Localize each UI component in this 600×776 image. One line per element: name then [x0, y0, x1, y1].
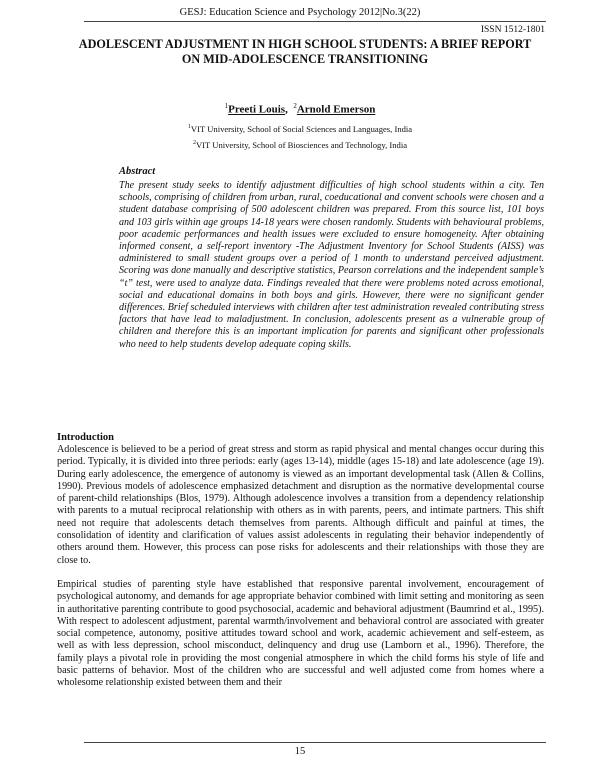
author-marker: 2 — [293, 102, 297, 110]
abstract-heading: Abstract — [119, 166, 156, 177]
introduction-heading: Introduction — [57, 432, 114, 443]
issn-label: ISSN 1512-1801 — [480, 25, 545, 35]
author-separator: , — [285, 103, 291, 116]
abstract-section — [119, 166, 544, 351]
body-paragraph: Empirical studies of parenting style have established that responsive parental involvement, encouragement of psychological autonomy, and demands for age appropriate behavior combined with limit setting and monitoring as seen in authoritative parenting contribute to good psychosocial, academic and behavioral adjustment (Baumrind et al., 1995). With respect to adolescent adjustment, parental warmth/involvement and behavioral control are associated with greater social competence, autonomy, positive attitudes toward school and work, academic achievement and self-esteem, as well as with less depression, school misconduct, delinquency and drug use (Lamborn et al., 1996). Therefore, the family plays a pivotal role in providing the most congenial atmosphere in which the child forms his style of life and basic patterns of behavior. Most of the children who are successful and well adjusted come from homes where a wholesome relationship existed between them and their — [57, 578, 544, 689]
affiliation-text: VIT University, School of Social Sciences and Languages, India — [190, 124, 413, 134]
affiliation-marker: 1 — [187, 124, 191, 131]
affiliation-text: VIT University, School of Biosciences and Technology, India — [195, 140, 408, 150]
author-marker: 1 — [224, 102, 229, 110]
affiliation — [0, 124, 600, 134]
running-header: GESJ: Education Science and Psychology 2012|No.3(22) — [179, 7, 421, 18]
author-name[interactable]: Preeti Louis — [228, 103, 286, 116]
body-paragraph: Adolescence is believed to be a period of great stress and storm as rapid physical and mental changes occur during this period. Typically, it is divided into three periods: early (ages 13-14), middle (ages 15-18) and late adolescence (age 19). During early adolescence, the emergence of autonomy is viewed as an important developmental task (Allen & Collins, 1990). Previous models of adolescence emphasized detachment and disruption as the normative developmental course of parent-child relationships (Blos, 1979). Although adolescence involves a transition from a dependency relationship with parents to a mutual reciprocal relationship with others as in with parents, peers, and intimate partners. This shift need not require that adolescents detach themselves from parents. Although difficult and painful at times, the consolidation of identity and clarification of values assist adolescents in regulating their behavior independently of others around them. However, this process can pose risks for adolescents and their relationships with those they are close to. — [57, 444, 544, 566]
page-number: 15 — [294, 746, 306, 757]
affiliation-marker: 2 — [192, 140, 196, 147]
author-line — [0, 102, 600, 116]
header-divider — [84, 21, 546, 22]
affiliation — [0, 140, 600, 150]
abstract-text: The present study seeks to identify adjustment difficulties of high school students within a city. Ten schools, comprising of children from urban, rural, coeducational and convent schools were chosen and a student database comprising of 500 adolescent children was prepared. From this source list, 101 boys and 103 girls within age groups 14-18 years were chosen randomly. Students with behavioural problems, poor academic performances and health issues were excluded to ensure homogeneity. After obtaining informed consent, a self-report inventory -The Adjustment Inventory for School Students (AISS) was administered to small student groups over a period of 1 month to understand perceived adjustment. Scoring was done manually and descriptive statistics, Pearson correlations and the independent sample’s “t” test, were used to analyze data. Findings revealed that there were problems noted across emotional, social and educational domains in both boys and girls. However, there were no significant gender differences. Brief scheduled interviews with children after test administration revealed contributing stress factors that have lead to maladjustment. In conclusion, adolescents present as a vulnerable group of children and therefore this is an important implication for parents and significant other professionals who need to help students develop adequate coping skills. — [119, 180, 544, 350]
paper-title: ADOLESCENT ADJUSTMENT IN HIGH SCHOOL STUDENTS: A BRIEF REPORT ON MID-ADOLESCENCE TRANSITIONING — [78, 37, 532, 66]
author-name[interactable]: Arnold Emerson — [296, 103, 376, 116]
footer-divider — [84, 742, 546, 743]
introduction-section — [57, 431, 544, 690]
